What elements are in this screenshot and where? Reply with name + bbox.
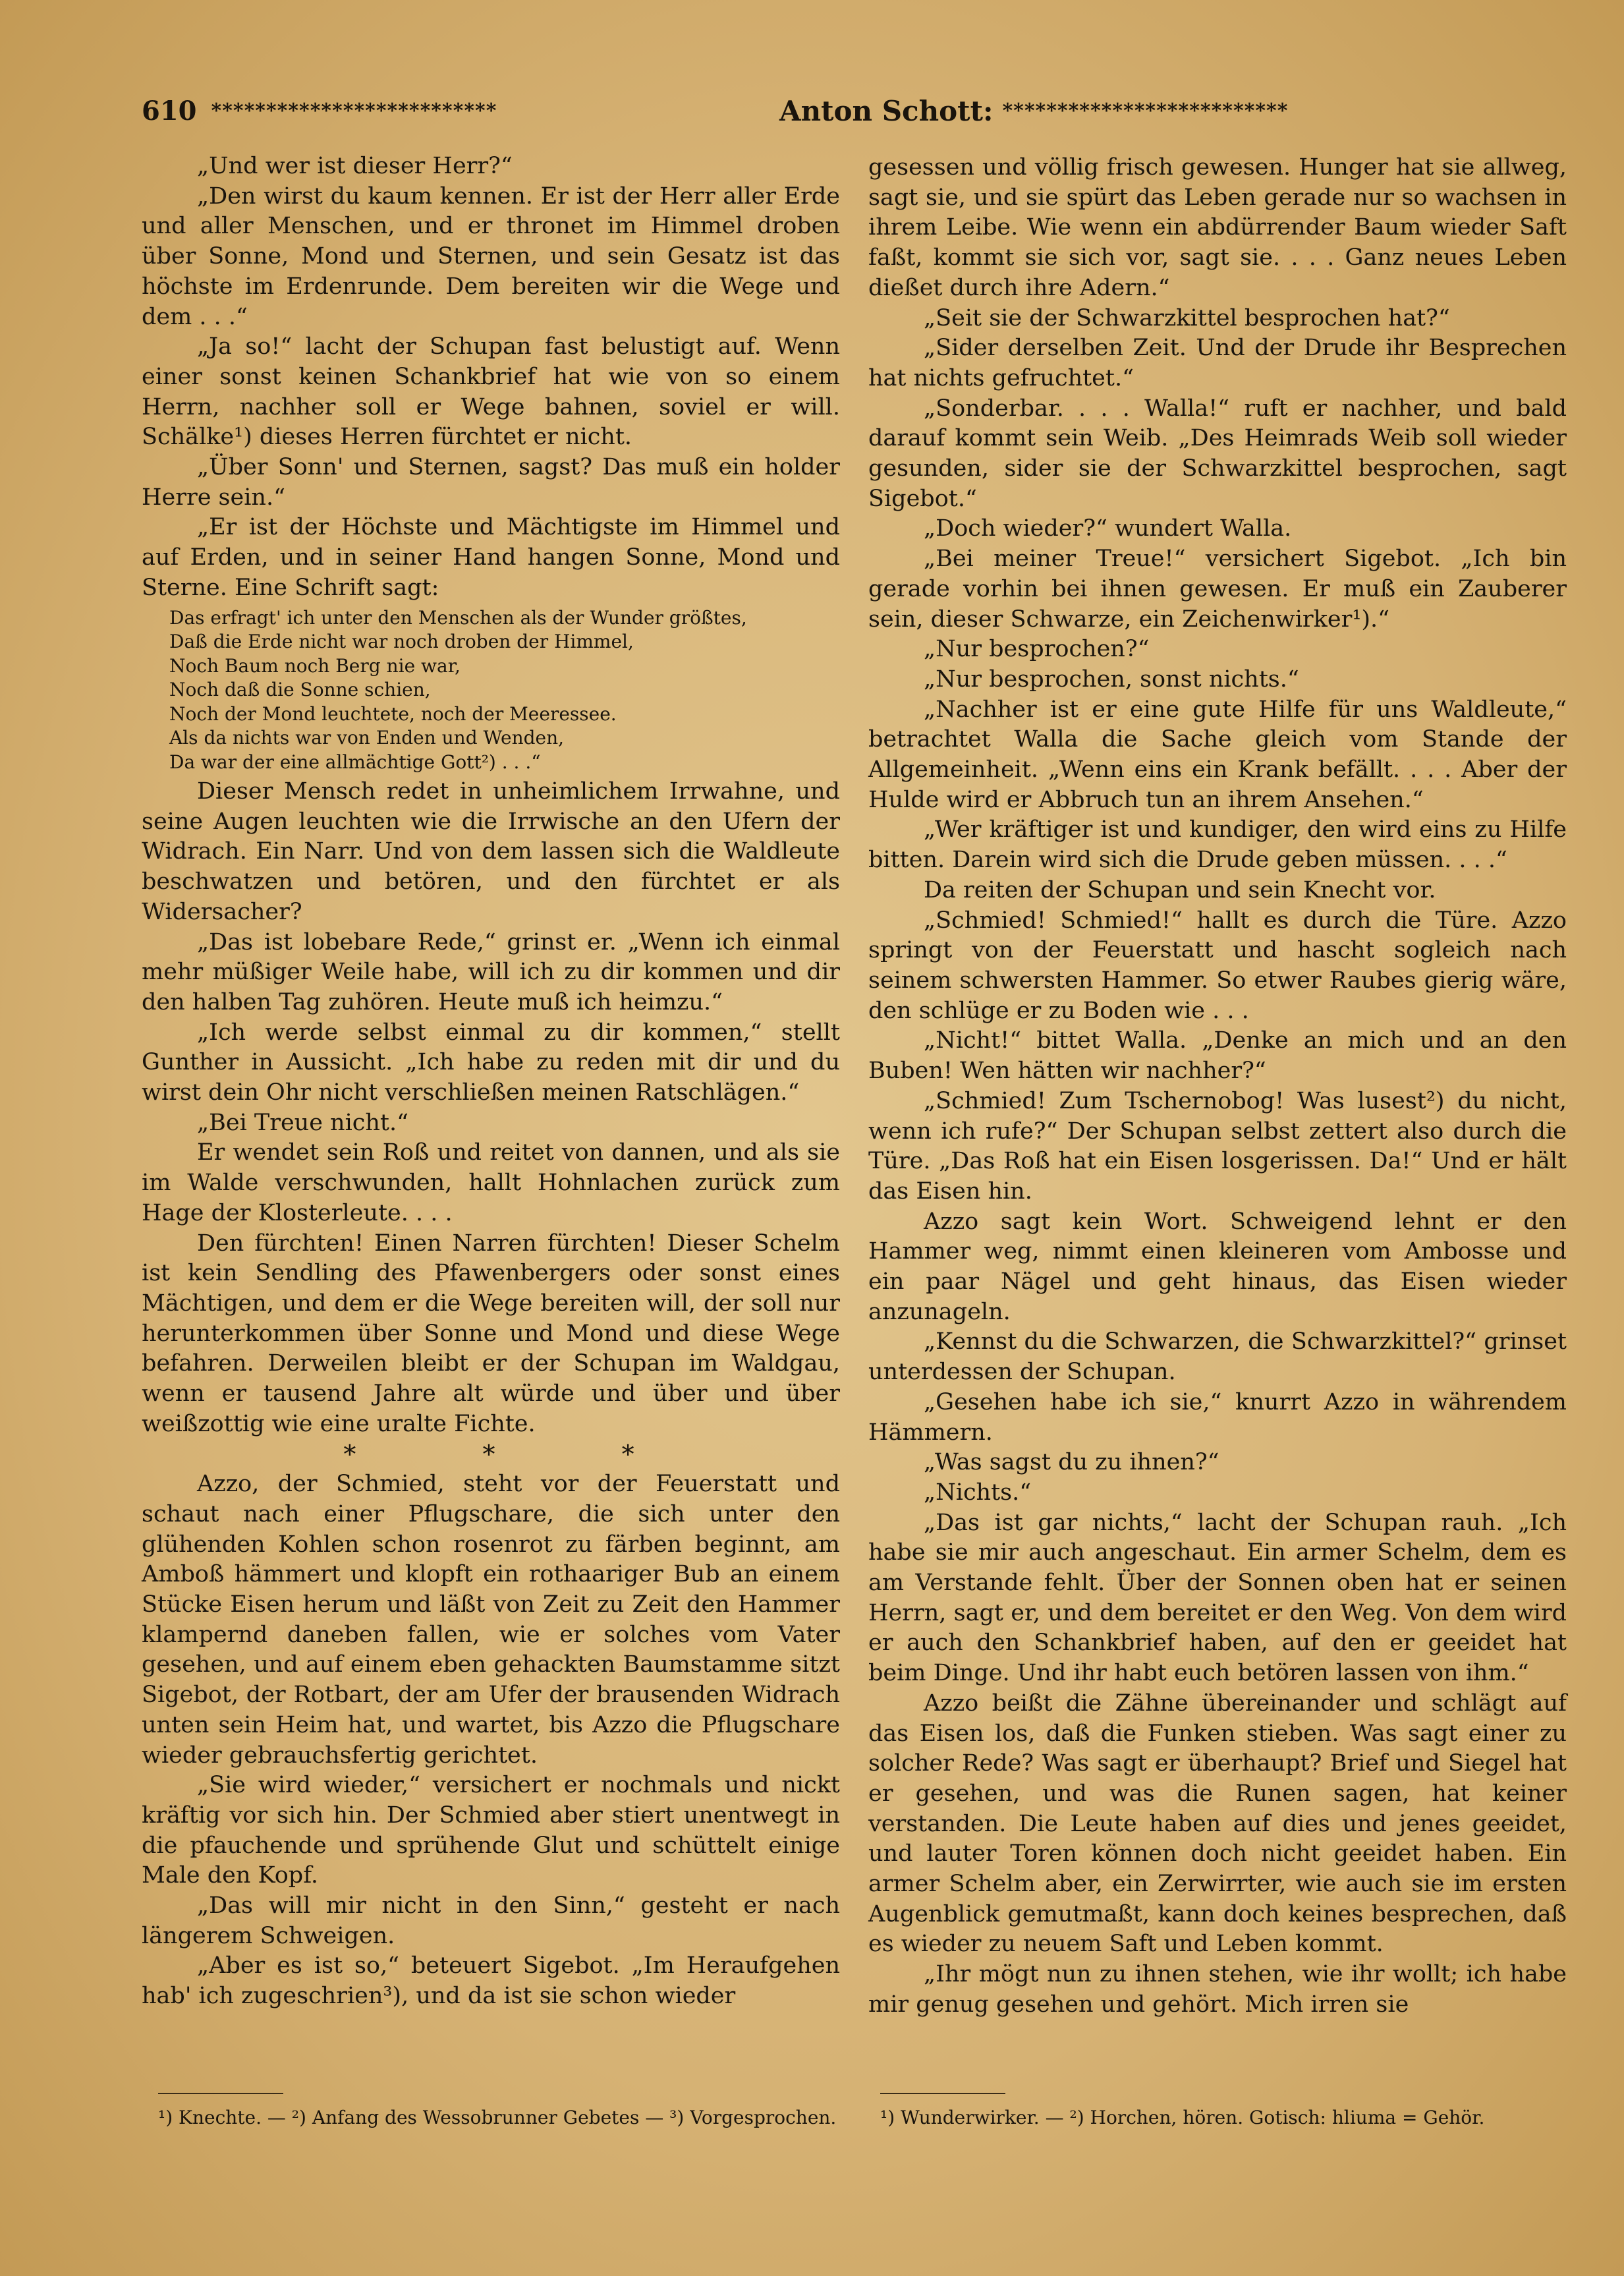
paragraph: „Sonderbar. . . . Walla!“ ruft er nachher, und bald darauf kommt sein Weib. „Des Heimrads Weib soll wieder gesunden, sider sie der Schwarzkittel besprochen, sagt Sigebot.“ xyxy=(868,395,1567,512)
header-ornament-left: ************************** xyxy=(211,99,497,123)
paragraph: „Aber es ist so,“ beteuert Sigebot. „Im Heraufgehen hab' ich zugeschrien³), und da ist sie schon wieder xyxy=(142,1952,840,2010)
paragraph: „Schmied! Schmied!“ hallt es durch die Türe. Azzo springt von der Feuerstatt und hascht sogleich nach seinem schwersten Hammer. So etwer Raubes gierig wäre, den schlüge er zu Boden wie . . . xyxy=(868,907,1567,1024)
paragraph: Azzo beißt die Zähne übereinander und schlägt auf das Eisen los, daß die Funken stieben. Was sagt einer zu solcher Rede? Was sagt er überhaupt? Brief und Siegel hat er gesehen, und was die Runen sagen, hat keiner verstanden. Die Leute haben auf dies und jenes geeidet, und lauter Toren können doch nicht geeidet haben. Ein armer Schelm aber, ein Zerwirrter, wie auch sie im ersten Augenblick gemutmaßt, kann doch keines besprechen, daß es wieder zu neuem Saft und Leben kommt. xyxy=(868,1690,1567,1958)
paragraph: „Das ist lobebare Rede,“ grinst er. „Wenn ich einmal mehr müßiger Weile habe, will ich zu dir kommen und dir den halben Tag zuhören. Heute muß ich heimzu.“ xyxy=(142,928,840,1015)
verse-line: Noch der Mond leuchtete, noch der Meeressee. xyxy=(169,702,617,725)
paragraph: „Seit sie der Schwarzkittel besprochen hat?“ xyxy=(924,304,1450,331)
verse-line: Das erfragt' ich unter den Menschen als der Wunder größtes, xyxy=(169,606,747,629)
paragraph: „Über Sonn' und Sternen, sagst? Das muß ein holder Herre sein.“ xyxy=(142,454,840,511)
paragraph: „Was sagst du zu ihnen?“ xyxy=(924,1449,1219,1476)
paragraph: „Nichts.“ xyxy=(924,1479,1032,1506)
verse-line: Noch Baum noch Berg nie war, xyxy=(169,654,461,677)
paragraph: „Schmied! Zum Tschernobog! Was lusest²) du nicht, wenn ich rufe?“ Der Schupan selbst zettert also durch die Türe. „Das Roß hat ein Eisen losgerissen. Da!“ Und er hält das Eisen hin. xyxy=(868,1087,1567,1205)
header-ornament-right: ************************** xyxy=(1002,99,1289,123)
paragraph: „Nachher ist er eine gute Hilfe für uns Waldleute,“ betrachtet Walla die Sache gleich vom Stande der Allgemeinheit. „Wenn eins ein Krank befällt. . . . Aber der Hulde wird er Abbruch tun an ihrem Ansehen.“ xyxy=(868,696,1567,813)
section-asterism: * * * xyxy=(343,1439,694,1469)
verse-line: Daß die Erde nicht war noch droben der Himmel, xyxy=(169,631,634,653)
paragraph: „Nur besprochen, sonst nichts.“ xyxy=(924,666,1299,693)
page-number: 610 xyxy=(142,95,197,127)
verse-line: Da war der eine allmächtige Gott²) . . .“ xyxy=(169,751,541,773)
paragraph: „Kennst du die Schwarzen, die Schwarzkittel?“ grinset unterdessen der Schupan. xyxy=(868,1328,1567,1386)
footnote-rule-right xyxy=(880,2093,1005,2094)
left-column xyxy=(142,152,840,2012)
paragraph: Dieser Mensch redet in unheimlichem Irrwahne, und seine Augen leuchten wie die Irrwische an den Ufern der Widrach. Ein Narr. Und von dem lassen sich die Waldleute beschwatzen und betören, und den fürchtet er als Widersacher? xyxy=(142,778,840,925)
paragraph: „Den wirst du kaum kennen. Er ist der Herr aller Erde und aller Menschen, und er thronet im Himmel droben über Sonne, Mond und Sternen, und sein Gesatz ist das höchste im Erdenrunde. Dem bereiten wir die Wege und dem . . .“ xyxy=(142,183,840,330)
paragraph: „Ja so!“ lacht der Schupan fast belustigt auf. Wenn einer sonst keinen Schankbrief hat wie von so einem Herrn, nachher soll er Wege bahnen, soviel er will. Schälke¹) dieses Herren fürchtet er nicht. xyxy=(142,333,840,451)
paragraph: „Er ist der Höchste und Mächtigste im Himmel und auf Erden, und in seiner Hand hangen Sonne, Mond und Sterne. Eine Schrift sagt: xyxy=(142,514,840,601)
paragraph: „Bei Treue nicht.“ xyxy=(197,1109,409,1136)
paragraph: Den fürchten! Einen Narren fürchten! Dieser Schelm ist kein Sendling des Pfawenbergers oder sonst eines Mächtigen, und dem er die Wege bereiten will, der soll nur herunterkommen über Sonne und Mond und diese Wege befahren. Derweilen bleibt er der Schupan im Waldgau, wenn er tausend Jahre alt würde und über und über weißzottig wie eine uralte Fichte. xyxy=(142,1230,840,1437)
paragraph: „Sider derselben Zeit. Und der Drude ihr Besprechen hat nichts gefruchtet.“ xyxy=(868,335,1567,391)
paragraph: „Doch wieder?“ wundert Walla. xyxy=(924,515,1292,542)
paragraph: „Das will mir nicht in den Sinn,“ gesteht er nach längerem Schweigen. xyxy=(142,1892,840,1949)
footnote-right: ¹) Wunderwirker. — ²) Horchen, hören. Gotisch: hliuma = Gehör. xyxy=(880,2107,1485,2128)
footnote-left: ¹) Knechte. — ²) Anfang des Wessobrunner Gebetes — ³) Vorgesprochen. xyxy=(158,2107,837,2128)
verse-quote xyxy=(169,606,840,775)
right-column xyxy=(868,153,1567,2020)
verse-line: Als da nichts war von Enden und Wenden, xyxy=(169,727,565,749)
paragraph: „Nicht!“ bittet Walla. „Denke an mich und an den Buben! Wen hätten wir nachher?“ xyxy=(868,1027,1567,1085)
paragraph: „Nur besprochen?“ xyxy=(924,636,1150,663)
paragraph: „Bei meiner Treue!“ versichert Sigebot. „Ich bin gerade vorhin bei ihnen gewesen. Er muß ein Zauberer sein, dieser Schwarze, ein Zeichenwirker¹).“ xyxy=(868,546,1567,633)
paragraph: „Und wer ist dieser Herr?“ xyxy=(197,153,513,179)
paragraph: Azzo sagt kein Wort. Schweigend lehnt er den Hammer weg, nimmt einen kleineren vom Ambosse und ein paar Nägel und geht hinaus, das Eisen wieder anzunageln. xyxy=(868,1208,1567,1325)
paragraph: gesessen und völlig frisch gewesen. Hunger hat sie allweg, sagt sie, und sie spürt das Leben gerade nur so wachsen in ihrem Leibe. Wie wenn ein abdürrender Baum wieder Saft faßt, kommt sie sich vor, sagt sie. . . . Ganz neues Leben dießet durch ihre Adern.“ xyxy=(868,154,1567,301)
paragraph: „Sie wird wieder,“ versichert er nochmals und nickt kräftig vor sich hin. Der Schmied aber stiert unentwegt in die pfauchende und sprühende Glut und schüttelt einige Male den Kopf. xyxy=(142,1772,840,1889)
paragraph: „Wer kräftiger ist und kundiger, den wird eins zu Hilfe bitten. Darein wird sich die Drude geben müssen. . . .“ xyxy=(868,816,1567,874)
paragraph: Er wendet sein Roß und reitet von dannen, und als sie im Walde verschwunden, hallt Hohnlachen zurück zum Hage der Klosterleute. . . . xyxy=(142,1139,840,1226)
footnote-rule-left xyxy=(158,2093,283,2094)
paragraph: „Gesehen habe ich sie,“ knurrt Azzo in währendem Hämmern. xyxy=(868,1388,1567,1446)
paragraph: „Das ist gar nichts,“ lacht der Schupan rauh. „Ich habe sie mir auch angeschaut. Ein armer Schelm, dem es am Verstande fehlt. Über der Sonnen oben hat er seinen Herrn, sagt er, und dem bereitet er den Weg. Von dem wird er auch den Schankbrief haben, auf den er geeidet hat beim Dinge. Und ihr habt euch betören lassen von ihm.“ xyxy=(868,1509,1567,1687)
paragraph: „Ich werde selbst einmal zu dir kommen,“ stellt Gunther in Aussicht. „Ich habe zu reden mit dir und du wirst dein Ohr nicht verschließen meinen Ratschlägen.“ xyxy=(142,1019,840,1106)
paragraph: Azzo, der Schmied, steht vor der Feuerstatt und schaut nach einer Pflugschare, die sich unter den glühenden Kohlen schon rosenrot zu färben beginnt, am Amboß hämmert und klopft ein rothaariger Bub an einem Stücke Eisen herum und läßt von Zeit zu Zeit den Hammer klampernd daneben fallen, wie er solches vom Vater gesehen, und auf einem eben gehackten Baumstamme sitzt Sigebot, der Rotbart, der am Ufer der brausenden Widrach unten sein Heim hat, und wartet, bis Azzo die Pflugschare wieder gebrauchsfertig gerichtet. xyxy=(142,1471,840,1769)
running-title: Anton Schott: xyxy=(779,94,994,127)
running-header xyxy=(142,91,1561,130)
paragraph: „Ihr mögt nun zu ihnen stehen, wie ihr wollt; ich habe mir genug gesehen und gehört. Mich irren sie xyxy=(868,1961,1567,2018)
paragraph: Da reiten der Schupan und sein Knecht vor. xyxy=(924,876,1436,903)
verse-line: Noch daß die Sonne schien, xyxy=(169,679,431,701)
